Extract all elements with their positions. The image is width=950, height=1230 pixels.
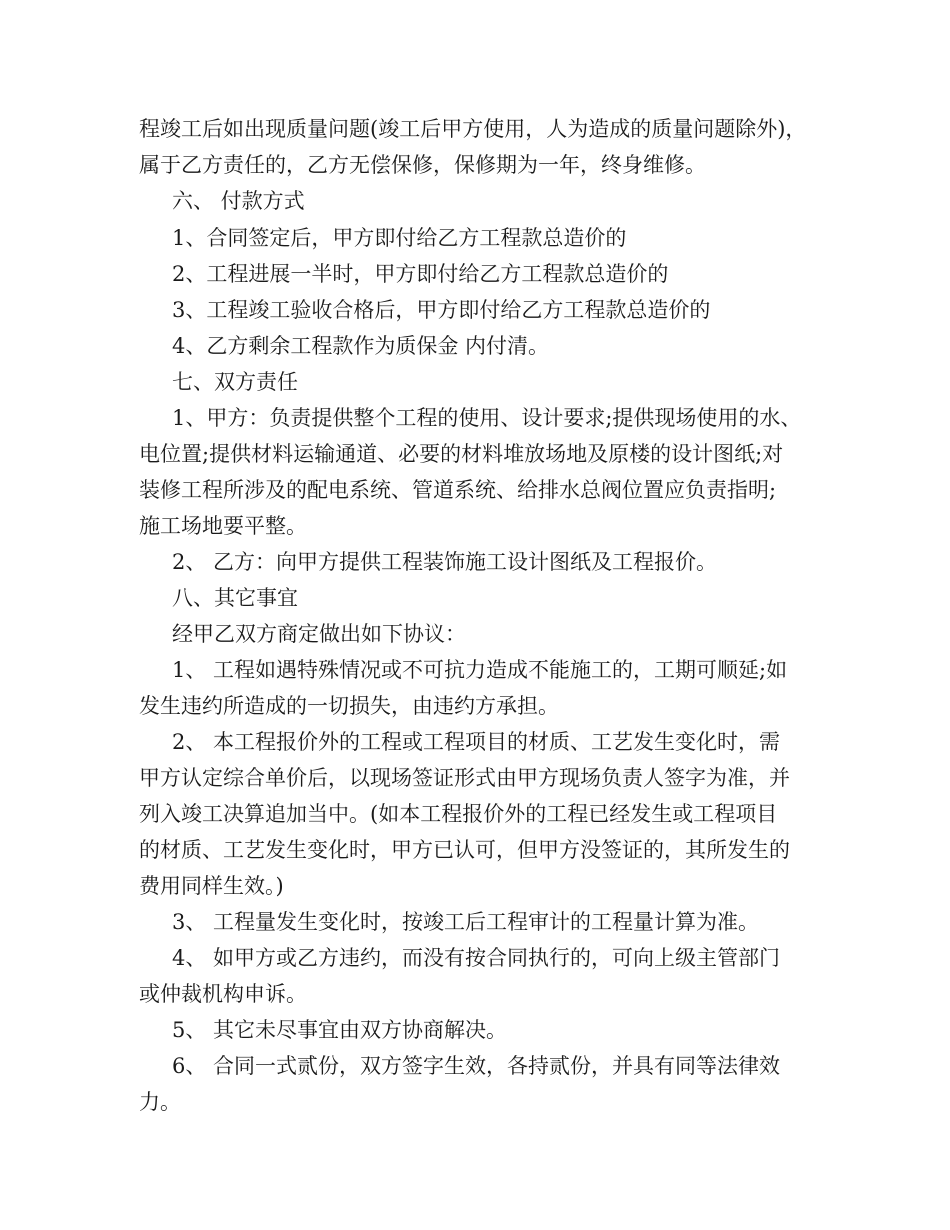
list-item: 1、甲方：负责提供整个工程的使用、设计要求;提供现场使用的水、 <box>172 406 802 430</box>
paragraph-line: 甲方认定综合单价后，以现场签证形式由甲方现场负责人签字为准，并 <box>139 766 790 790</box>
list-item: 1、合同签定后，甲方即付给乙方工程款总造价的 <box>172 226 627 250</box>
paragraph-line: 经甲乙双方商定做出如下协议： <box>172 622 466 646</box>
section-heading-payment: 六、 付款方式 <box>172 189 305 213</box>
list-item: 4、乙方剩余工程款作为质保金 内付清。 <box>172 334 550 358</box>
paragraph-line: 属于乙方责任的，乙方无偿保修，保修期为一年，终身维修。 <box>139 153 706 177</box>
paragraph-line: 力。 <box>139 1090 181 1114</box>
paragraph-line: 列入竣工决算追加当中。(如本工程报价外的工程已经发生或工程项目 <box>139 802 778 826</box>
paragraph-line: 装修工程所涉及的配电系统、管道系统、给排水总阀位置应负责指明; <box>139 478 777 502</box>
list-item: 3、工程竣工验收合格后，甲方即付给乙方工程款总造价的 <box>172 298 711 322</box>
paragraph-line: 发生违约所造成的一切损失，由违约方承担。 <box>139 694 559 718</box>
list-item: 2、工程进展一半时，甲方即付给乙方工程款总造价的 <box>172 262 669 286</box>
list-item: 4、 如甲方或乙方违约，而没有按合同执行的，可向上级主管部门 <box>172 946 781 970</box>
paragraph-line: 施工场地要平整。 <box>139 514 307 538</box>
paragraph-line: 电位置;提供材料运输通道、必要的材料堆放场地及原楼的设计图纸;对 <box>139 442 784 466</box>
section-heading-other: 八、其它事宜 <box>172 586 298 610</box>
paragraph-line: 程竣工后如出现质量问题(竣工后甲方使用，人为造成的质量问题除外)， <box>139 117 807 141</box>
paragraph-line: 的材质、工艺发生变化时，甲方已认可，但甲方没签证的，其所发生的 <box>139 838 790 862</box>
list-item: 3、 工程量发生变化时，按竣工后工程审计的工程量计算为准。 <box>172 910 760 934</box>
list-item: 2、 乙方：向甲方提供工程装饰施工设计图纸及工程报价。 <box>172 550 718 574</box>
list-item: 5、 其它未尽事宜由双方协商解决。 <box>172 1018 508 1042</box>
list-item: 2、 本工程报价外的工程或工程项目的材质、工艺发生变化时，需 <box>172 730 781 754</box>
section-heading-responsibilities: 七、双方责任 <box>172 370 298 394</box>
paragraph-line: 费用同样生效。) <box>139 874 284 898</box>
list-item: 6、 合同一式贰份，双方签字生效，各持贰份，并具有同等法律效 <box>172 1054 781 1078</box>
list-item: 1、 工程如遇特殊情况或不可抗力造成不能施工的，工期可顺延;如 <box>172 658 788 682</box>
paragraph-line: 或仲裁机构申诉。 <box>139 982 307 1006</box>
